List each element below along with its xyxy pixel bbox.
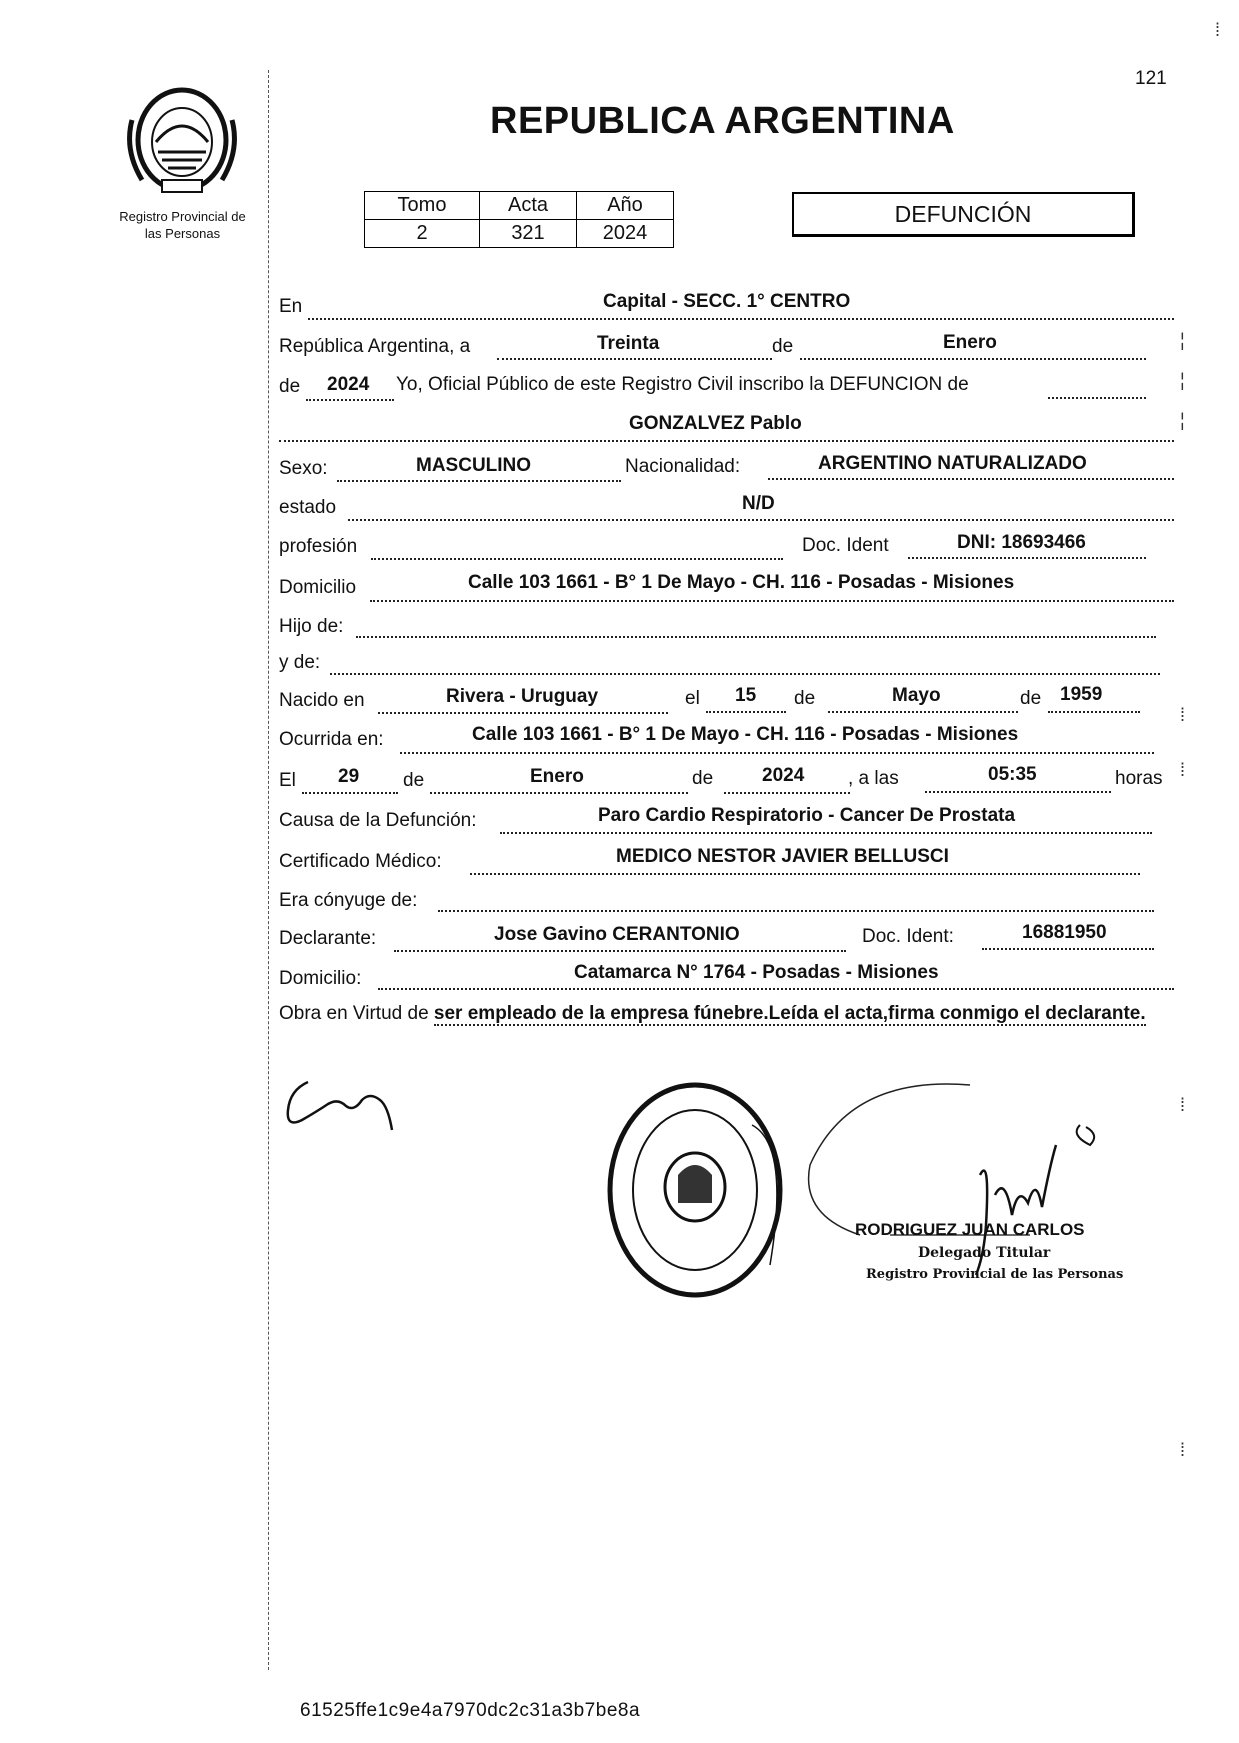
dotted-line [1048, 397, 1146, 399]
sexo-label: Sexo: [279, 458, 328, 479]
tomo-value: 2 [365, 220, 480, 248]
dotted-line [306, 399, 394, 401]
dotted-line [500, 832, 1152, 834]
day-value: Treinta [597, 333, 660, 354]
dotted-line [1048, 711, 1140, 713]
estado-value: N/D [742, 493, 775, 514]
dotted-line [497, 358, 772, 360]
de5-label: de [403, 770, 425, 791]
registry-table [364, 191, 674, 248]
delegate-signature [790, 1075, 1120, 1320]
dotted-line [378, 712, 668, 714]
page-title: REPUBLICA ARGENTINA [490, 100, 955, 142]
dotted-line [724, 792, 850, 794]
doc-value: DNI: 18693466 [957, 532, 1086, 553]
org-name: Registro Provincial de las Personas [119, 209, 246, 241]
dotted-line [330, 673, 1160, 675]
birth-month: Mayo [892, 685, 941, 706]
dotted-line [430, 792, 688, 794]
nacido-label: Nacido en [279, 690, 365, 711]
death-year: 2024 [762, 765, 805, 786]
declarant-signature [280, 1070, 410, 1145]
delegate-org: Registro Provincial de las Personas [866, 1267, 1124, 1282]
obra-value: ser empleado de la empresa fúnebre.Leída el acta,firma conmigo el declarante. [433, 1003, 1146, 1024]
dotted-line [438, 910, 1154, 912]
profesion-label: profesión [279, 536, 358, 557]
birth-year: 1959 [1060, 684, 1103, 705]
province-seal [122, 80, 242, 198]
dotted-line [768, 478, 1174, 480]
nacido-value: Rivera - Uruguay [446, 686, 599, 707]
doc-label: Doc. Ident [802, 535, 889, 556]
de4-label: de [1020, 688, 1042, 709]
month-value: Enero [943, 332, 997, 353]
conyuge-label: Era cónyuge de: [279, 890, 418, 911]
domicilio-label: Domicilio [279, 577, 357, 598]
dotted-line [348, 519, 1174, 521]
de6-label: de [692, 768, 714, 789]
dotted-line [470, 873, 1140, 875]
sexo-value: MASCULINO [416, 455, 532, 476]
dotted-line [371, 558, 783, 560]
dotted-line [925, 791, 1111, 793]
act-type-box: DEFUNCIÓN [792, 192, 1135, 237]
anio-header: Año [577, 192, 674, 220]
cert-label: Certificado Médico: [279, 851, 442, 872]
ocurrida-label: Ocurrida en: [279, 729, 384, 750]
de2-label: de [279, 376, 301, 397]
dotted-line [400, 752, 1154, 754]
dotted-line [370, 600, 1174, 602]
delegate-title: Delegado Titular [918, 1245, 1051, 1261]
domicilio2-value: Catamarca N° 1764 - Posadas - Misiones [574, 962, 939, 983]
causa-value: Paro Cardio Respiratorio - Cancer De Prostata [598, 805, 1016, 826]
domicilio2-label: Domicilio: [279, 968, 362, 989]
acta-value: 321 [480, 220, 577, 248]
year-value: 2024 [327, 374, 370, 395]
alas-label: , a las [848, 768, 899, 789]
death-day: 29 [338, 766, 360, 787]
dotted-line [337, 480, 621, 482]
official-stamp [600, 1075, 790, 1305]
dotted-line [828, 711, 1018, 713]
birth-day: 15 [735, 685, 757, 706]
delegate-name: RODRIGUEZ JUAN CARLOS [855, 1220, 1085, 1239]
dotted-line [982, 948, 1154, 950]
dotted-line [356, 636, 1156, 638]
tomo-header: Tomo [365, 192, 480, 220]
estado-label: estado [279, 497, 337, 518]
dotted-line [378, 988, 1174, 990]
cert-value: MEDICO NESTOR JAVIER BELLUSCI [616, 846, 949, 867]
dotted-line [394, 950, 846, 952]
doc2-value: 16881950 [1022, 922, 1107, 943]
de-label: de [772, 336, 794, 357]
yde-label: y de: [279, 652, 321, 673]
declarante-label: Declarante: [279, 928, 377, 949]
dotted-line [706, 711, 786, 713]
yo-text: Yo, Oficial Público de este Registro Civil inscribo la DEFUNCION de [396, 374, 969, 395]
anio-value: 2024 [577, 220, 674, 248]
document-hash: 61525ffe1c9e4a7970dc2c31a3b7be8a [300, 1700, 641, 1721]
doc2-label: Doc. Ident: [862, 926, 954, 947]
deceased-name: GONZALVEZ Pablo [629, 413, 802, 434]
dotted-line [908, 557, 1146, 559]
death-month: Enero [530, 766, 584, 787]
en-label: En [279, 296, 303, 317]
causa-label: Causa de la Defunción: [279, 810, 477, 831]
hijo-label: Hijo de: [279, 616, 344, 637]
dotted-line [302, 792, 398, 794]
el-label: el [685, 688, 700, 709]
de3-label: de [794, 688, 816, 709]
dotted-line [308, 318, 1174, 320]
en-value: Capital - SECC. 1° CENTRO [603, 291, 851, 312]
obra-text [279, 998, 1174, 1030]
republica-label: República Argentina, a [279, 336, 471, 357]
acta-header: Acta [480, 192, 577, 220]
obra-label: Obra en Virtud de [279, 1003, 429, 1024]
el2-label: El [279, 770, 296, 791]
margin-line [268, 70, 269, 1670]
nacionalidad-value: ARGENTINO NATURALIZADO [818, 453, 1087, 474]
nacionalidad-label: Nacionalidad: [625, 456, 741, 477]
ocurrida-value: Calle 103 1661 - B° 1 De Mayo - CH. 116 - Posadas - Misiones [472, 724, 1019, 745]
dotted-line [800, 358, 1146, 360]
horas-label: horas [1115, 768, 1163, 789]
declarante-value: Jose Gavino CERANTONIO [494, 924, 740, 945]
page-number: 121 [1135, 68, 1167, 89]
domicilio-value: Calle 103 1661 - B° 1 De Mayo - CH. 116 - Posadas - Misiones [468, 572, 1015, 593]
death-time: 05:35 [988, 764, 1037, 785]
dotted-line [279, 440, 1174, 442]
